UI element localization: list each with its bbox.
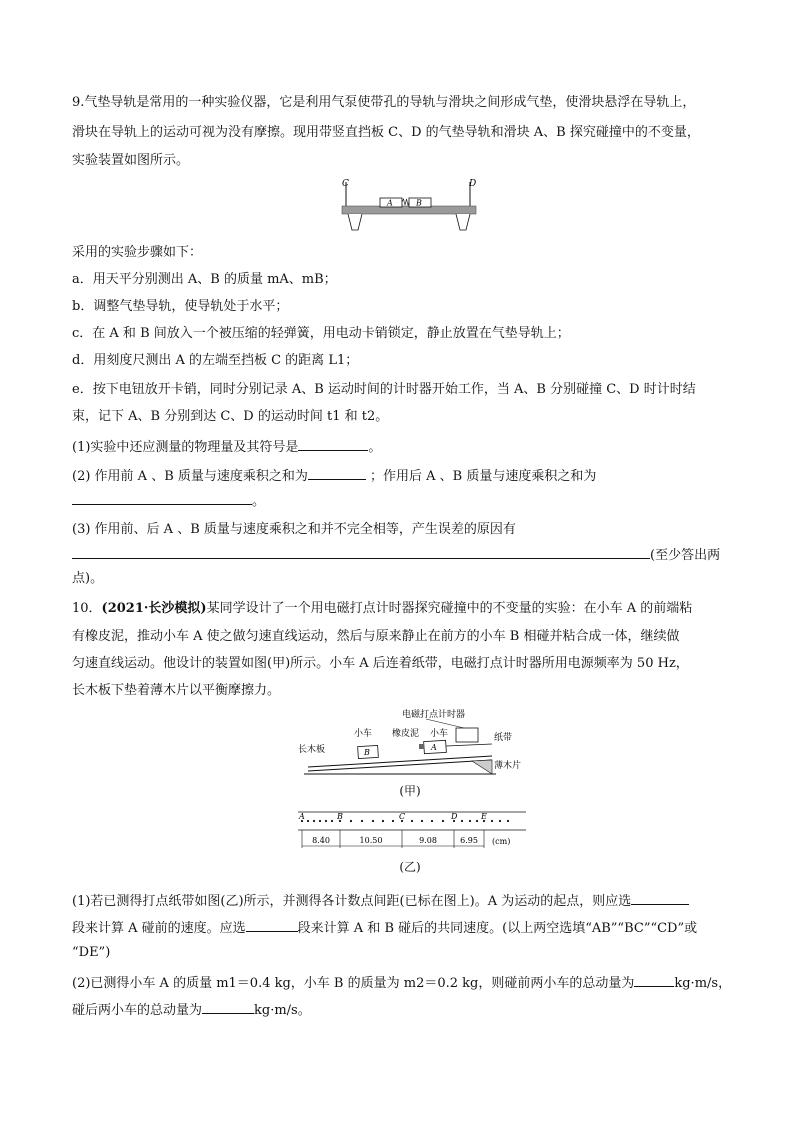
q9-sub2-end: 。: [252, 494, 266, 509]
tape-point-e: E: [481, 812, 487, 821]
q9-sub3: [72, 521, 722, 539]
label-timer: 电磁打点计时器: [402, 710, 466, 720]
tape-dot: [421, 820, 423, 822]
q10-sub1-line2: [72, 917, 722, 938]
steps-intro: 采用的实验步骤如下：: [72, 245, 203, 260]
putty: [419, 744, 424, 749]
tape-dot: [331, 820, 333, 822]
tape-distance: 6.95: [460, 836, 478, 845]
q10-sub2: [72, 972, 732, 993]
step-a: a．用天平分别测出 A、B 的质量 mA、mB；: [72, 272, 337, 287]
tape-point-c: C: [399, 812, 406, 821]
q10-source: (2021·长沙模拟): [101, 601, 207, 616]
q9-sub2-line2: [72, 490, 722, 511]
tape-point-b: B: [337, 812, 343, 821]
tape-dot: [313, 820, 315, 822]
leg-right: [456, 214, 470, 230]
tape-dot: [431, 820, 433, 822]
tape: [446, 744, 492, 746]
wedge: [472, 760, 492, 774]
q9-sub2-text-a: (2) 作用前 A 、B 质量与速度乘积之和为: [72, 469, 308, 484]
tape-dot: [372, 820, 374, 822]
step-d: d．用刻度尺测出 A 的左端至挡板 C 的距离 L1；: [72, 353, 359, 368]
q9-line3: 实验装置如图所示。: [72, 153, 190, 168]
q10-sub2-text-b: kg·m/s，: [674, 976, 732, 991]
tape-dot: [307, 820, 309, 822]
q10-line3: 匀速直线运动。他设计的装置如图(甲)所示。小车 A 后连着纸带，电磁打点计时器所用电源频率为 50 Hz，: [72, 656, 689, 671]
timer: [456, 728, 478, 742]
spring: [402, 199, 409, 205]
q9-sub3-line2: [72, 544, 722, 565]
label-board: 长木板: [298, 745, 326, 755]
label-b: B: [416, 198, 422, 208]
q10-sub1-text-a: (1)若已测得打点纸带如图(乙)所示，并测得各计数点间距(已标在图上)。A 为运动的起点，则应选: [72, 894, 632, 909]
q9-answer-blank-1[interactable]: [298, 436, 368, 451]
tape-dot: [442, 820, 444, 822]
tape-point-labels: [298, 812, 487, 821]
step-e-line1: e．按下电钮放开卡销，同时分别记录 A、B 运动时间的计时器开始工作，当 A、B 分别碰撞 C、D 时计时结: [72, 382, 696, 397]
q10-sub2-line2: [72, 999, 722, 1020]
tape-distance: 9.08: [419, 836, 437, 845]
tape-dot: [499, 820, 501, 822]
tape-dot: [392, 820, 394, 822]
tape-distance: 8.40: [312, 836, 330, 845]
tape-dot: [491, 820, 493, 822]
q10-sub1-line3: “DE”): [72, 945, 111, 960]
q9-answer-blank-4[interactable]: [72, 544, 650, 559]
q10-sub1-text-b: 段来计算 A 碰前的速度。应选: [72, 921, 246, 936]
tape-dot: [325, 820, 327, 822]
tape-point-d: D: [451, 812, 458, 821]
q10-line4: 长木板下垫着薄木片以平衡摩擦力。: [72, 683, 281, 698]
q10-line1-text: 某同学设计了一个用电磁打点计时器探究碰撞中的不变量的实验：在小车 A 的前端粘: [206, 601, 693, 616]
cart-b-letter: B: [364, 748, 370, 757]
q9-sub1-text: (1)实验中还应测量的物理量及其符号是: [72, 440, 299, 455]
q10-sub2-text-d: kg·m/s。: [254, 1003, 311, 1018]
q9-answer-blank-3[interactable]: [72, 490, 252, 505]
q10-sub1: [72, 890, 722, 911]
q9-sub2: [72, 465, 722, 486]
tape-distance: 10.50: [359, 836, 383, 845]
q10-line1: [72, 600, 722, 618]
q9-line1: 9.气垫导轨是常用的一种实验仪器，它是利用气泵使带孔的导轨与滑块之间形成气垫，使滑块悬浮在导轨上，: [72, 95, 696, 110]
label-putty: 橡皮泥: [392, 729, 420, 739]
fig2-caption: (乙): [399, 860, 421, 874]
tape-dot: [382, 820, 384, 822]
tape-dot: [469, 820, 471, 822]
fig1-caption: (甲): [399, 784, 421, 798]
q9-answer-blank-2[interactable]: [308, 465, 366, 480]
q10-answer-blank-3[interactable]: [634, 972, 674, 987]
q9-sub2-text-b: ；作用后 A 、B 质量与速度乘积之和为: [370, 469, 597, 484]
tape-point-a: A: [299, 812, 305, 821]
cart-a-letter: A: [431, 743, 437, 752]
leg-left: [348, 214, 362, 230]
q9-sub3-text-a: (3) 作用前、后 A 、B 质量与速度乘积之和并不完全相等，产生误差的原因有: [72, 522, 516, 537]
q10-answer-blank-2[interactable]: [246, 917, 298, 932]
label-cart-b: 小车: [354, 729, 373, 739]
tape-unit: (cm): [492, 837, 511, 846]
label-c: C: [342, 179, 349, 189]
air-track-figure: [336, 174, 482, 238]
label-cart-a: 小车: [430, 729, 449, 739]
q10-sub2-text-c: 碰后两小车的总动量为: [72, 1003, 203, 1018]
q10-line2: 有橡皮泥，推动小车 A 使之做匀速直线运动，然后与原来静止在前方的小车 B 相碰并粘合成一体，继续做: [72, 629, 680, 644]
q10-answer-blank-4[interactable]: [202, 999, 254, 1014]
tape-dot: [319, 820, 321, 822]
timer-leader: [426, 719, 464, 728]
step-e-line2: 束，记下 A、B 分别到达 C、D 的运动时间 t1 和 t2。: [72, 409, 389, 424]
label-a: A: [387, 198, 393, 208]
q9-line2: 滑块在导轨上的运动可视为没有摩擦。现用带竖直挡板 C、D 的气垫导轨和滑块 A、B 探究碰撞中的不变量，: [72, 125, 700, 140]
q9-sub3-line3: 点)。: [72, 571, 104, 586]
q10-answer-blank-1[interactable]: [631, 890, 689, 905]
tape-dot: [411, 820, 413, 822]
step-c: c．在 A 和 B 间放入一个被压缩的轻弹簧，用电动卡销锁定，静止放置在气垫导轨上；: [72, 326, 570, 341]
tape-figure: [296, 806, 528, 856]
tape-dot: [461, 820, 463, 822]
label-wedge: 薄木片: [494, 761, 522, 771]
label-tape: 纸带: [494, 733, 513, 743]
tape-dimensions: [302, 830, 484, 848]
label-d: D: [469, 179, 477, 189]
q10-sub1-text-c: 段来计算 A 和 B 碰后的共同速度。(以上两空选填“AB”“BC”“CD”或: [297, 921, 698, 936]
q9-sub3-text-b: (至少答出两: [650, 548, 721, 563]
q10-number: 10．: [72, 601, 102, 616]
tape-dot: [476, 820, 478, 822]
step-b: b．调整气垫导轨，使导轨处于水平；: [72, 299, 289, 314]
tape-dot: [507, 820, 509, 822]
cart-apparatus-figure: [296, 704, 526, 784]
tape-dot: [350, 820, 352, 822]
q9-sub1-end: 。: [368, 440, 382, 455]
q10-sub2-text-a: (2)已测得小车 A 的质量 m1＝0.4 kg，小车 B 的质量为 m2＝0.2 kg，则碰前两小车的总动量为: [72, 976, 635, 991]
tape-dot: [361, 820, 363, 822]
q9-sub1: [72, 436, 722, 457]
